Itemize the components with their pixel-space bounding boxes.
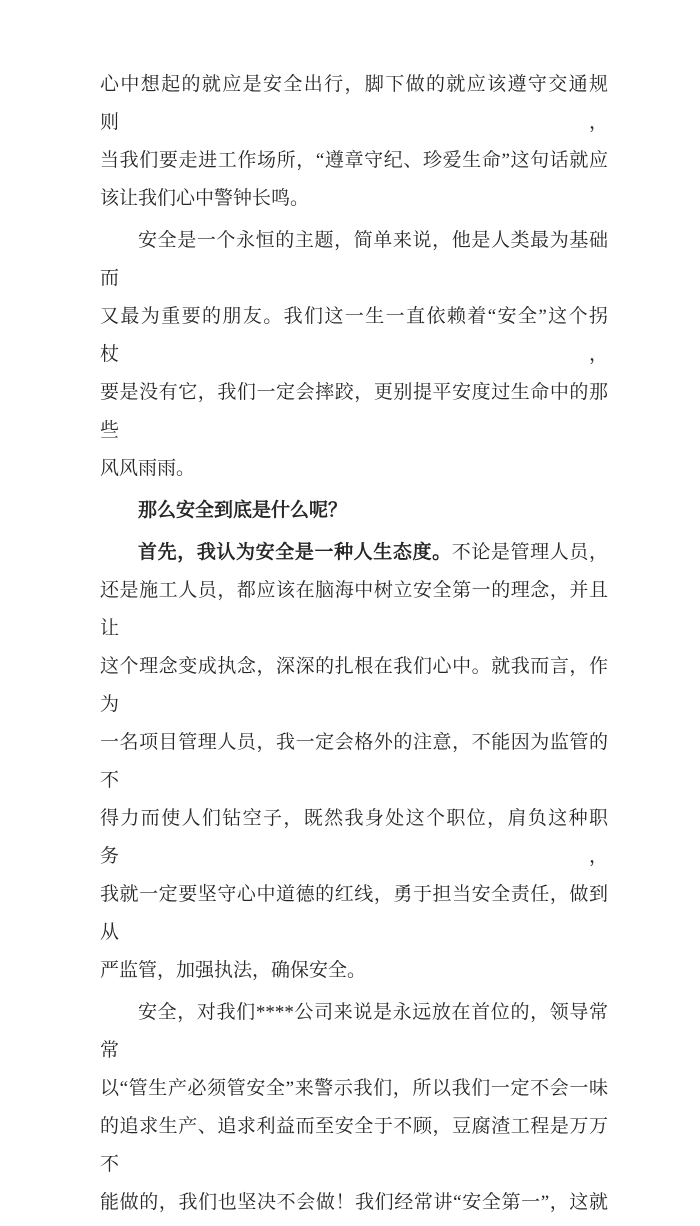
text-line [100, 298, 608, 374]
paragraph [100, 534, 608, 990]
document-text [100, 66, 608, 1226]
text-line [100, 724, 608, 800]
text-line [100, 66, 608, 142]
body-text: 这个理念变成执念，深深的扎根在我们心中。就我而言，作为 [100, 656, 608, 715]
body-text: 又最为重要的朋友。我们这一生一直依赖着“安全”这个拐杖， [100, 306, 608, 365]
body-text: 能做的，我们也坚决不会做！我们经常讲“安全第一”，这就 [100, 1192, 608, 1213]
text-line [100, 648, 608, 724]
paragraph [100, 222, 608, 488]
text-line [100, 572, 608, 648]
text-line [100, 952, 608, 990]
bold-text: 首先，我认为安全是一种人生态度。 [138, 542, 452, 563]
body-text: 严监管，加强执法，确保安全。 [100, 960, 367, 981]
bold-text: 那么安全到底是什么呢？ [138, 500, 348, 521]
text-line [100, 534, 608, 572]
text-line [100, 876, 608, 952]
body-text: 不论是管理人员， [451, 542, 608, 563]
text-line [100, 450, 608, 488]
body-text: 该让我们心中警钟长鸣。 [100, 188, 310, 209]
body-text: 我就一定要坚守心中道德的红线，勇于担当安全责任，做到从 [100, 884, 608, 943]
text-line [100, 374, 608, 450]
paragraph [100, 994, 608, 1222]
body-text: 安全是一个永恒的主题，简单来说，他是人类最为基础而 [100, 230, 608, 289]
text-line [100, 492, 608, 530]
text-line [100, 180, 608, 218]
body-text: 还是施工人员，都应该在脑海中树立安全第一的理念，并且让 [100, 580, 608, 639]
paragraph [100, 66, 608, 218]
body-text: 当我们要走进工作场所，“遵章守纪、珍爱生命”这句话就应 [100, 150, 608, 171]
text-line [100, 1070, 608, 1108]
text-line [100, 994, 608, 1070]
text-line [100, 1184, 608, 1222]
text-line [100, 222, 608, 298]
body-text: 的追求生产、追求利益而至安全于不顾，豆腐渣工程是万万不 [100, 1116, 608, 1175]
text-line [100, 1108, 608, 1184]
paragraph [100, 492, 608, 530]
body-text: 心中想起的就应是安全出行，脚下做的就应该遵守交通规则， [100, 74, 608, 133]
body-text: 一名项目管理人员，我一定会格外的注意，不能因为监管的不 [100, 732, 608, 791]
body-text: 以“管生产必须管安全”来警示我们，所以我们一定不会一味 [100, 1078, 608, 1099]
text-line [100, 800, 608, 876]
body-text: 要是没有它，我们一定会摔跤，更别提平安度过生命中的那些 [100, 382, 608, 441]
body-text: 安全，对我们****公司来说是永远放在首位的，领导常常 [100, 1002, 608, 1061]
body-text: 得力而使人们钻空子，既然我身处这个职位，肩负这种职务， [100, 808, 608, 867]
text-line [100, 142, 608, 180]
body-text: 风风雨雨。 [100, 458, 196, 479]
